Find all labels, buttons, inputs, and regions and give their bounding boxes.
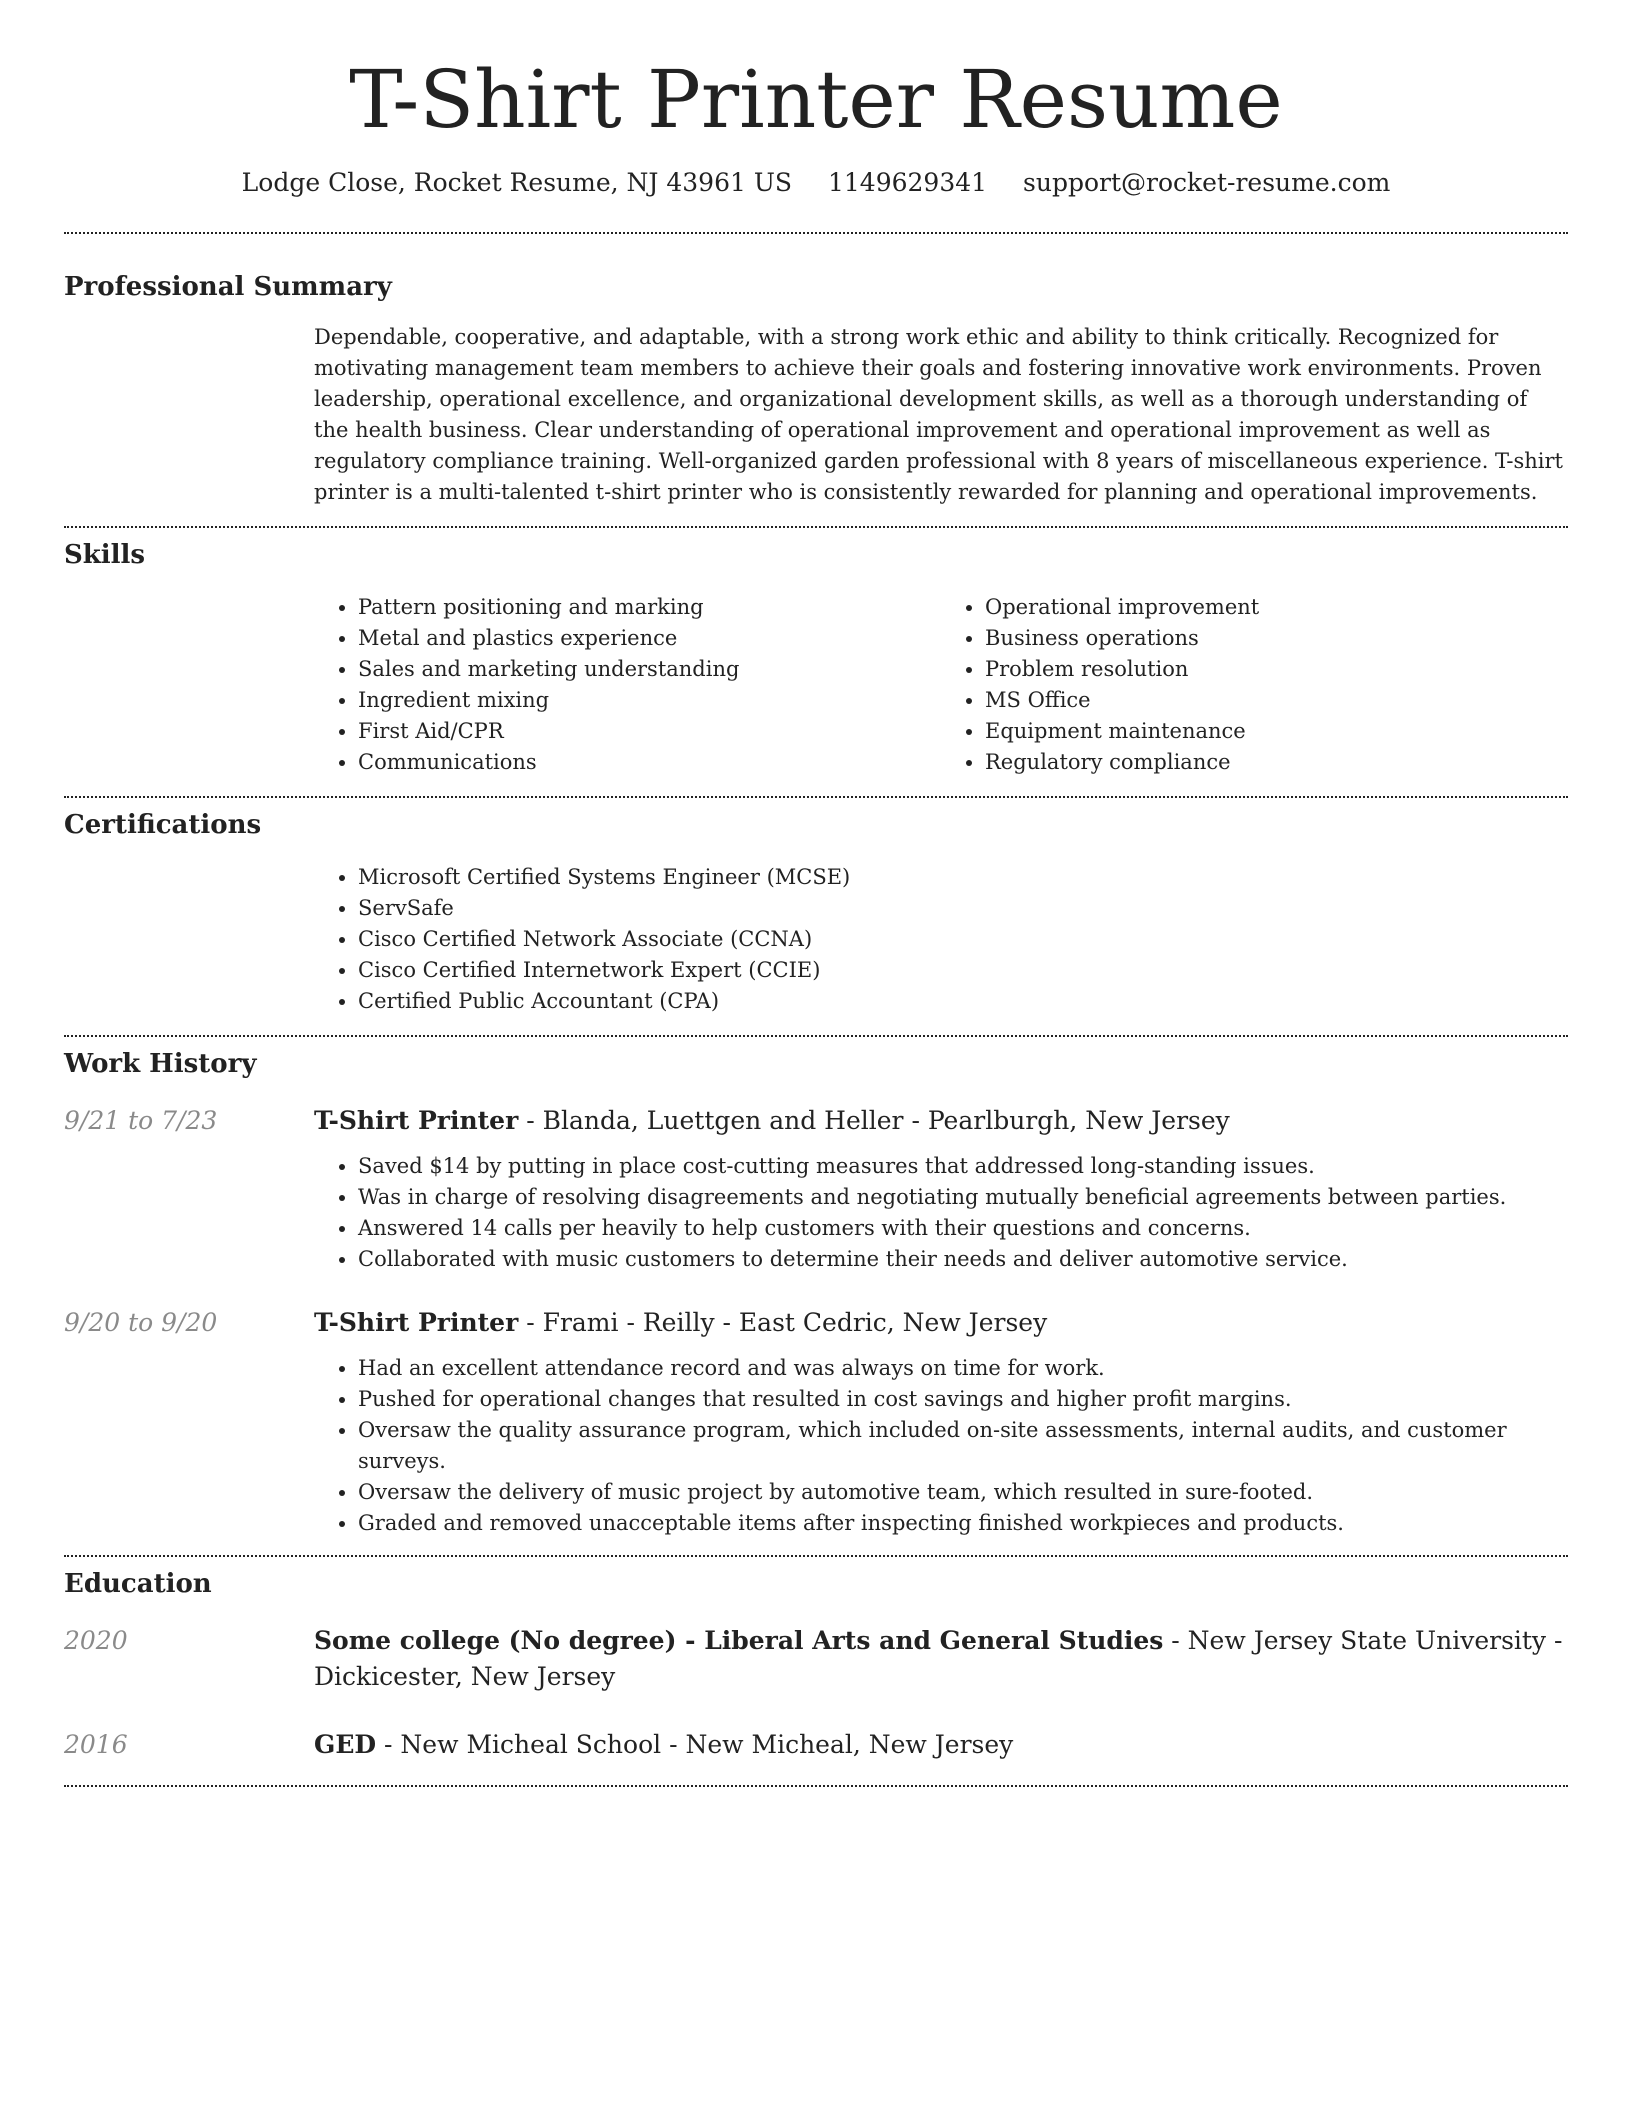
list-item: • Answered 14 calls per heavily to help customers with their questions and concerns.	[358, 1213, 1568, 1244]
job-entry	[64, 1103, 1568, 1139]
skills-list-right	[941, 592, 1568, 778]
divider	[64, 1785, 1568, 1787]
job-entry	[64, 1305, 1568, 1341]
list-item: • ServSafe	[358, 893, 1568, 924]
list-item: • Graded and removed unacceptable items after inspecting finished workpieces and products.	[358, 1508, 1568, 1539]
job-heading	[314, 1103, 1230, 1139]
certifications-block	[314, 862, 1568, 1017]
divider	[64, 796, 1568, 798]
section-title-certifications: Certifications	[64, 810, 262, 840]
list-item: • Business operations	[985, 623, 1568, 654]
list-item: • Problem resolution	[985, 654, 1568, 685]
education-degree: GED	[314, 1730, 377, 1759]
skills-columns	[314, 592, 1568, 778]
contact-email: support@rocket-resume.com	[1023, 168, 1391, 197]
divider	[64, 1555, 1568, 1557]
job-bullets-block	[314, 1151, 1568, 1275]
contact-line	[64, 166, 1568, 200]
list-item: • Metal and plastics experience	[358, 623, 941, 654]
divider	[64, 526, 1568, 528]
summary-text: Dependable, cooperative, and adaptable, with a strong work ethic and ability to think critically. Recognized for motivating management team members to achieve their goals and fostering innovative work environments. Proven leadership, operational excellence, and organizational development skills, as well as a thorough understanding of the health business. Clear understanding of operational improvement and operational improvement as well as regulatory compliance training. Well-organized garden professional with 8 years of miscellaneous experience. T-shirt printer is a multi-talented t-shirt printer who is consistently rewarded for planning and operational improvements.	[314, 325, 1563, 504]
list-item: • First Aid/CPR	[358, 716, 941, 747]
contact-address: Lodge Close, Rocket Resume, NJ 43961 US	[241, 168, 793, 197]
education-details: - New Micheal School - New Micheal, New Jersey	[376, 1730, 1014, 1759]
list-item: • Cisco Certified Internetwork Expert (CCIE)	[358, 955, 1568, 986]
list-item: • Was in charge of resolving disagreements and negotiating mutually beneficial agreements between parties.	[358, 1182, 1568, 1213]
education-entry	[64, 1623, 1568, 1695]
job-bullets	[314, 1353, 1568, 1539]
list-item: • Cisco Certified Network Associate (CCNA)	[358, 924, 1568, 955]
list-item: • Pattern positioning and marking	[358, 592, 941, 623]
section-title-work: Work History	[64, 1049, 257, 1079]
divider	[64, 1035, 1568, 1037]
list-item: • Regulatory compliance	[985, 747, 1568, 778]
education-entry	[64, 1727, 1568, 1763]
job-details: - Frami - Reilly - East Cedric, New Jersey	[518, 1308, 1048, 1337]
job-dates: 9/21 to 7/23	[64, 1106, 218, 1135]
list-item: • Pushed for operational changes that resulted in cost savings and higher profit margins.	[358, 1384, 1568, 1415]
job-details: - Blanda, Luettgen and Heller - Pearlburgh, New Jersey	[518, 1106, 1230, 1135]
list-item: • Equipment maintenance	[985, 716, 1568, 747]
job-bullets	[314, 1151, 1568, 1275]
job-role: T-Shirt Printer	[314, 1106, 519, 1135]
job-bullets-block	[314, 1353, 1568, 1539]
section-title-skills: Skills	[64, 540, 146, 570]
list-item: • Had an excellent attendance record and was always on time for work.	[358, 1353, 1568, 1384]
skills-list-left	[314, 592, 941, 778]
education-details: - New Jersey State University - Dickicester, New Jersey	[314, 1626, 1563, 1691]
list-item: • Ingredient mixing	[358, 685, 941, 716]
job-dates: 9/20 to 9/20	[64, 1308, 218, 1337]
list-item: • Microsoft Certified Systems Engineer (MCSE)	[358, 862, 1568, 893]
list-item: • Certified Public Accountant (CPA)	[358, 986, 1568, 1017]
education-year: 2016	[64, 1730, 128, 1759]
education-heading	[314, 1727, 1013, 1763]
list-item: • Oversaw the delivery of music project by automotive team, which resulted in sure-footed.	[358, 1477, 1568, 1508]
list-item: • Sales and marketing understanding	[358, 654, 941, 685]
list-item: • Communications	[358, 747, 941, 778]
contact-phone: 1149629341	[828, 168, 988, 197]
education-heading	[314, 1623, 1568, 1695]
education-degree: Some college (No degree) - Liberal Arts and General Studies	[314, 1626, 1164, 1655]
education-year: 2020	[64, 1626, 128, 1655]
certifications-list	[314, 862, 1568, 1017]
job-heading	[314, 1305, 1047, 1341]
resume-title: T-Shirt Printer Resume	[349, 53, 1283, 146]
list-item: • MS Office	[985, 685, 1568, 716]
job-role: T-Shirt Printer	[314, 1308, 519, 1337]
section-title-education: Education	[64, 1569, 212, 1599]
resume-page	[64, 0, 1568, 1787]
list-item: • Oversaw the quality assurance program, which included on-site assessments, internal audits, and customer surveys.	[358, 1415, 1568, 1477]
list-item: • Operational improvement	[985, 592, 1568, 623]
section-title-summary: Professional Summary	[64, 272, 392, 302]
list-item: • Collaborated with music customers to determine their needs and deliver automotive service.	[358, 1244, 1568, 1275]
list-item: • Saved $14 by putting in place cost-cutting measures that addressed long-standing issues.	[358, 1151, 1568, 1182]
divider	[64, 232, 1568, 234]
